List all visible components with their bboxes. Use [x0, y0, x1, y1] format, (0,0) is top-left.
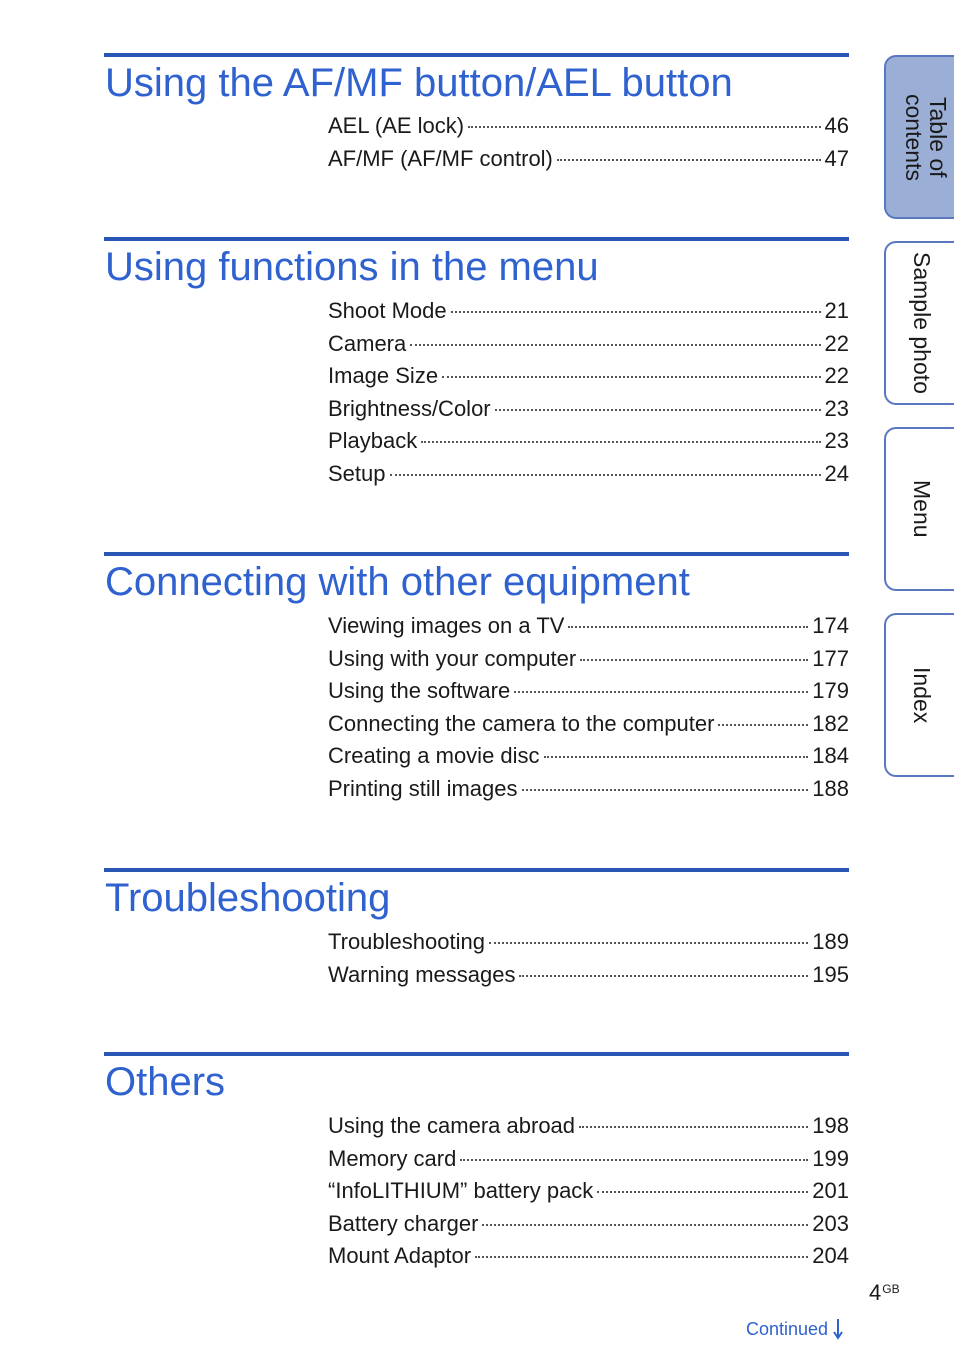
toc-entry-label: Warning messages [328, 961, 516, 987]
toc-entry[interactable] [328, 428, 849, 461]
page-number [869, 1280, 900, 1306]
toc-section-others [104, 1052, 849, 1269]
section-title: Using the AF/MF button/AEL button [105, 61, 733, 105]
tab-label: Table of contents [901, 93, 951, 181]
toc-entry-label: Viewing images on a TV [328, 613, 565, 638]
toc-list [328, 113, 849, 178]
toc-entry[interactable] [328, 613, 849, 646]
toc-entry-page: 195 [812, 961, 849, 987]
toc-entry-label: Creating a movie disc [328, 743, 540, 769]
toc-entry-label: Memory card [328, 1145, 457, 1171]
toc-entry-label: Setup [328, 460, 386, 486]
toc-entry-page: 23 [824, 428, 849, 454]
toc-entry-page: 174 [812, 613, 849, 638]
dot-leader [451, 311, 821, 313]
toc-entry[interactable] [328, 711, 849, 744]
section-divider [104, 868, 849, 872]
toc-entry-page: 21 [824, 298, 849, 323]
toc-section-menu [104, 237, 849, 486]
dot-leader [442, 376, 820, 378]
toc-entry-label: Brightness/Color [328, 395, 491, 421]
section-title: Troubleshooting [105, 876, 391, 920]
continued-link[interactable] [746, 1318, 844, 1340]
dot-leader [579, 1126, 808, 1128]
toc-list [328, 298, 849, 494]
toc-entry[interactable] [328, 1113, 849, 1146]
dot-leader [718, 724, 808, 726]
section-title: Using functions in the menu [105, 245, 599, 289]
toc-list [328, 929, 849, 994]
dot-leader [421, 441, 820, 443]
dot-leader [580, 659, 808, 661]
toc-section-connecting [104, 552, 849, 801]
toc-entry-page: 177 [812, 645, 849, 671]
toc-entry-page: 188 [812, 775, 849, 801]
toc-entry[interactable] [328, 929, 849, 962]
toc-entry-page: 204 [812, 1243, 849, 1269]
toc-entry-label: AF/MF (AF/MF control) [328, 145, 553, 171]
dot-leader [544, 756, 809, 758]
dot-leader [597, 1191, 808, 1193]
toc-entry-label: Printing still images [328, 775, 518, 801]
section-divider [104, 237, 849, 241]
tab-label: Index [909, 666, 935, 724]
section-divider [104, 53, 849, 57]
toc-entry[interactable] [328, 743, 849, 776]
dot-leader [460, 1159, 808, 1161]
toc-entry-label: “InfoLITHIUM” battery pack [328, 1178, 594, 1204]
toc-entry-page: 198 [812, 1113, 849, 1138]
toc-entry[interactable] [328, 1211, 849, 1244]
page-number-value: 4 [869, 1280, 882, 1305]
section-title: Others [105, 1060, 226, 1104]
toc-entry[interactable] [328, 678, 849, 711]
toc-entry-page: 184 [812, 743, 849, 769]
toc-entry-page: 182 [812, 710, 849, 736]
tab-index[interactable] [884, 613, 954, 777]
toc-entry-page: 179 [812, 678, 849, 704]
dot-leader [495, 409, 821, 411]
toc-entry-label: Connecting the camera to the computer [328, 710, 715, 736]
toc-section-troubleshooting [104, 868, 849, 987]
toc-entry-page: 201 [812, 1178, 849, 1204]
continued-label: Continued [746, 1318, 829, 1339]
dot-leader [557, 159, 821, 161]
toc-entry-page: 23 [824, 395, 849, 421]
toc-entry-label: Image Size [328, 363, 439, 389]
dot-leader [514, 691, 808, 693]
arrow-down-icon [832, 1318, 844, 1340]
tab-menu[interactable] [884, 427, 954, 591]
dot-leader [568, 626, 808, 628]
dot-leader [390, 474, 821, 476]
toc-entry[interactable] [328, 646, 849, 679]
toc-entry[interactable] [328, 461, 849, 494]
toc-entry[interactable] [328, 396, 849, 429]
toc-entry-label: Using with your computer [328, 645, 577, 671]
toc-entry-page: 199 [812, 1145, 849, 1171]
toc-list [328, 1113, 849, 1276]
dot-leader [522, 789, 809, 791]
toc-entry[interactable] [328, 1178, 849, 1211]
dot-leader [410, 344, 820, 346]
dot-leader [468, 126, 820, 128]
section-title: Connecting with other equipment [105, 560, 690, 604]
toc-entry-label: Camera [328, 330, 407, 356]
section-divider [104, 552, 849, 556]
tab-table-of-contents[interactable] [884, 55, 954, 219]
toc-entry[interactable] [328, 113, 849, 146]
toc-entry[interactable] [328, 363, 849, 396]
toc-entry[interactable] [328, 776, 849, 809]
tab-sample-photo[interactable] [884, 241, 954, 405]
toc-entry[interactable] [328, 298, 849, 331]
toc-entry-page: 46 [824, 113, 849, 138]
toc-list [328, 613, 849, 809]
toc-entry-page: 22 [824, 363, 849, 389]
toc-entry[interactable] [328, 146, 849, 179]
dot-leader [519, 975, 808, 977]
toc-entry[interactable] [328, 331, 849, 364]
page-number-suffix: GB [882, 1282, 900, 1296]
toc-entry-page: 189 [812, 929, 849, 954]
toc-entry-page: 22 [824, 330, 849, 356]
dot-leader [482, 1224, 808, 1226]
section-divider [104, 1052, 849, 1056]
toc-entry[interactable] [328, 962, 849, 995]
toc-entry-page: 24 [824, 460, 849, 486]
toc-entry-label: Troubleshooting [328, 929, 485, 954]
toc-entry-page: 47 [824, 145, 849, 171]
toc-entry-label: Using the camera abroad [328, 1113, 576, 1138]
toc-section-af-mf [104, 53, 849, 171]
toc-entry-label: AEL (AE lock) [328, 113, 465, 138]
toc-entry-label: Mount Adaptor [328, 1243, 472, 1269]
tab-label: Menu [909, 480, 935, 538]
tab-label: Sample photo [909, 252, 935, 394]
toc-entry-label: Playback [328, 428, 418, 454]
toc-entry-label: Shoot Mode [328, 298, 447, 323]
toc-entry[interactable] [328, 1243, 849, 1276]
dot-leader [489, 942, 808, 944]
dot-leader [475, 1256, 808, 1258]
toc-entry-page: 203 [812, 1210, 849, 1236]
toc-entry-label: Using the software [328, 678, 511, 704]
toc-entry[interactable] [328, 1146, 849, 1179]
toc-entry-label: Battery charger [328, 1210, 479, 1236]
